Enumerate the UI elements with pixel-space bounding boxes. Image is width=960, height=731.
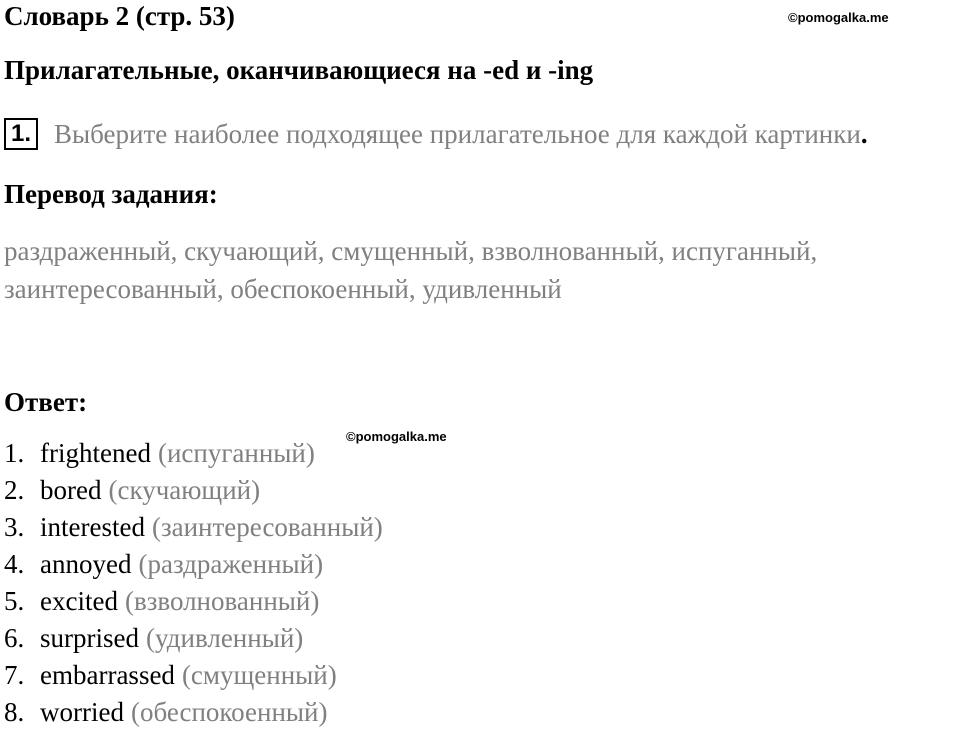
- answer-item: [4, 435, 383, 472]
- answer-translation: (скучающий): [108, 475, 261, 505]
- answer-item: [4, 620, 383, 657]
- answer-heading: Ответ:: [4, 387, 88, 417]
- answer-index: 6.: [4, 623, 25, 653]
- answer-word: surprised: [40, 623, 139, 653]
- answer-item: [4, 546, 383, 583]
- task-number-badge: 1.: [4, 118, 38, 150]
- answer-index: 1.: [4, 438, 25, 468]
- answer-translation: (смущенный): [181, 660, 337, 690]
- answer-item: [4, 472, 383, 509]
- answer-word: interested: [40, 512, 145, 542]
- task-period: .: [860, 119, 868, 149]
- answer-word: excited: [40, 586, 118, 616]
- answer-index: 8.: [4, 697, 25, 727]
- translation-heading: Перевод задания:: [4, 179, 218, 209]
- watermark-top: ©pomogalka.me: [788, 10, 889, 25]
- answer-word: bored: [40, 475, 102, 505]
- answer-index: 5.: [4, 586, 25, 616]
- answer-translation: (обеспокоенный): [130, 697, 328, 727]
- translation-text: раздраженный, скучающий, смущенный, взволнованный, испуганный, заинтересованный, обеспокоенный, удивленный: [4, 236, 818, 304]
- section-subtitle: Прилагательные, оканчивающиеся на -ed и -ing: [4, 55, 594, 85]
- answer-translation: (заинтересованный): [151, 512, 383, 542]
- answer-index: 4.: [4, 549, 25, 579]
- watermark-middle: ©pomogalka.me: [346, 429, 447, 444]
- page-title: Словарь 2 (стр. 53): [4, 1, 235, 31]
- answer-index: 3.: [4, 512, 25, 542]
- answer-word: annoyed: [40, 549, 132, 579]
- answer-item: [4, 509, 383, 546]
- answer-index: 7.: [4, 660, 25, 690]
- answer-translation: (раздраженный): [138, 549, 324, 579]
- answer-item: [4, 583, 383, 620]
- answer-index: 2.: [4, 475, 25, 505]
- task-text: Выберите наиболее подходящее прилагательное для каждой картинки: [54, 119, 861, 149]
- answer-translation: (удивленный): [145, 623, 304, 653]
- answer-item: [4, 694, 383, 731]
- answer-translation: (взволнованный): [124, 586, 320, 616]
- answer-item: [4, 657, 383, 694]
- answer-translation: (испуганный): [157, 438, 315, 468]
- answer-word: frightened: [40, 438, 151, 468]
- task-instruction: [4, 116, 868, 152]
- answer-word: embarrassed: [40, 660, 175, 690]
- answer-list: [4, 435, 383, 731]
- answer-word: worried: [40, 697, 124, 727]
